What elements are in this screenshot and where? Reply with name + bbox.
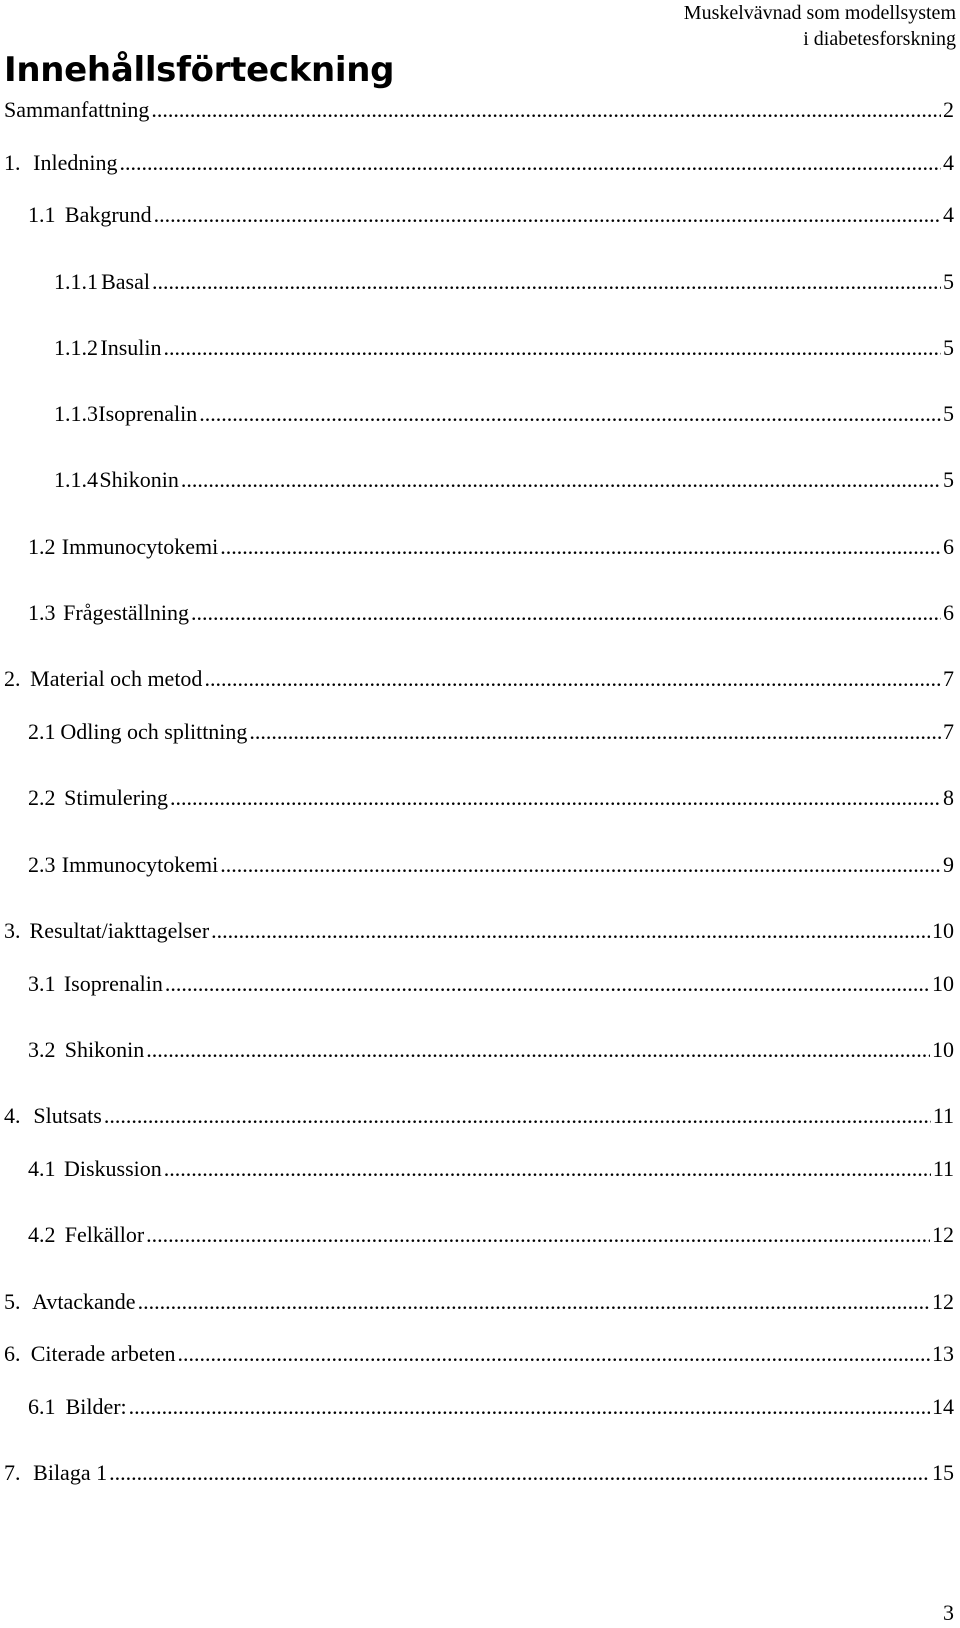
toc-entry-1-1-4[interactable] (54, 465, 954, 495)
toc-entry-number: 4. (4, 1103, 21, 1128)
toc-entry-number: 3. (4, 918, 21, 943)
toc-entry-title: Citerade arbeten (30, 1341, 176, 1366)
toc-dot-leader (165, 969, 930, 999)
toc-entry-title: Shikonin (99, 467, 179, 492)
toc-entry-2-1[interactable] (28, 717, 954, 747)
toc-entry-title: Isoprenalin (63, 971, 163, 996)
toc-entry-title: Inledning (33, 150, 118, 175)
toc-entry-number: 1.1.3 (54, 401, 98, 426)
toc-entry-title: Immunocytokemi (61, 534, 219, 559)
toc-entry-title: Felkällor (64, 1222, 145, 1247)
toc-entry-1[interactable] (4, 148, 954, 178)
toc-dot-leader (109, 1458, 930, 1488)
toc-entry-number: 1.1.2 (54, 335, 98, 360)
toc-entry-title: Avtackande (32, 1289, 136, 1314)
toc-entry-3[interactable] (4, 916, 954, 946)
toc-entry-page: 11 (932, 1156, 954, 1181)
toc-entry-1-2[interactable] (28, 532, 954, 562)
toc-entry-1-1-3[interactable] (54, 399, 954, 429)
toc-entry-title: Basal (101, 269, 150, 294)
toc-entry-title: Shikonin (64, 1037, 145, 1062)
toc-entry-page: 7 (943, 719, 954, 744)
toc-entry-number: 1.1.1 (54, 269, 98, 294)
toc-heading: Innehållsförteckning (4, 50, 395, 90)
running-header-line-1: Muskelvävnad som modellsystem (683, 2, 956, 24)
toc-dot-leader (164, 333, 941, 363)
toc-entry-page: 5 (943, 335, 954, 360)
toc-entry-title: Bakgrund (64, 202, 152, 227)
toc-entry-page: 8 (943, 785, 954, 810)
toc-dot-leader (151, 95, 941, 125)
toc-entry-page: 15 (932, 1460, 954, 1485)
toc-entry-page: 11 (932, 1103, 954, 1128)
toc-entry-number: 3.2 (28, 1037, 56, 1062)
toc-entry-title: Isoprenalin (98, 401, 198, 426)
toc-entry-page: 12 (932, 1289, 954, 1314)
toc-entry-page: 4 (943, 150, 954, 175)
toc-dot-leader (152, 267, 941, 297)
toc-entry-page: 10 (932, 918, 954, 943)
toc-entry-title: Material och metod (30, 666, 203, 691)
toc-dot-leader (220, 850, 941, 880)
toc-dot-leader (211, 916, 930, 946)
toc-dot-leader (146, 1035, 930, 1065)
toc-entry-title: Slutsats (33, 1103, 102, 1128)
toc-entry-page: 14 (932, 1394, 954, 1419)
toc-entry-page: 7 (943, 666, 954, 691)
toc-entry-1-1-1[interactable] (54, 267, 954, 297)
toc-dot-leader (146, 1220, 930, 1250)
toc-entry-5[interactable] (4, 1287, 954, 1317)
toc-dot-leader (191, 598, 941, 628)
toc-entry-3-2[interactable] (28, 1035, 954, 1065)
running-header (684, 0, 956, 52)
toc-entry-page: 12 (932, 1222, 954, 1247)
running-header-line-2: i diabetesforskning (803, 28, 956, 50)
toc-entry-number: 1.2 (28, 534, 56, 559)
toc-entry-number: 1.1.4 (54, 467, 98, 492)
toc-dot-leader (249, 717, 941, 747)
toc-entry-title: Diskussion (63, 1156, 162, 1181)
toc-entry-number: 2.3 (28, 852, 56, 877)
toc-dot-leader (170, 783, 941, 813)
toc-dot-leader (138, 1287, 930, 1317)
toc-entry-page: 6 (943, 534, 954, 559)
toc-entry-title: Bilder: (65, 1394, 127, 1419)
toc-entry-sammanfattning[interactable] (4, 95, 954, 125)
toc-entry-page: 6 (943, 600, 954, 625)
toc-entry-number: 3.1 (28, 971, 56, 996)
toc-entry-page: 2 (943, 97, 954, 122)
toc-dot-leader (120, 148, 942, 178)
toc-entry-page: 13 (932, 1341, 954, 1366)
toc-entry-number: 2.1 (28, 719, 56, 744)
toc-entry-2-3[interactable] (28, 850, 954, 880)
toc-entry-page: 5 (943, 401, 954, 426)
toc-entry-title: Stimulering (64, 785, 169, 810)
toc-dot-leader (164, 1154, 931, 1184)
toc-entry-1-1-2[interactable] (54, 333, 954, 363)
toc-entry-4-2[interactable] (28, 1220, 954, 1250)
toc-entry-number: 7. (4, 1460, 21, 1485)
toc-dot-leader (104, 1101, 931, 1131)
toc-entry-7[interactable] (4, 1458, 954, 1488)
toc-entry-number: 2. (4, 666, 21, 691)
toc-entry-number: 4.1 (28, 1156, 56, 1181)
toc-entry-page: 5 (943, 269, 954, 294)
toc-entry-number: 1.1 (28, 202, 56, 227)
toc-entry-page: 9 (943, 852, 954, 877)
toc-dot-leader (204, 664, 941, 694)
toc-entry-4[interactable] (4, 1101, 954, 1131)
toc-entry-1-1[interactable] (28, 200, 954, 230)
toc-entry-title: Odling och splittning (60, 719, 248, 744)
toc-dot-leader (154, 200, 941, 230)
toc-entry-number: 2.2 (28, 785, 56, 810)
toc-dot-leader (181, 465, 941, 495)
toc-entry-title: Sammanfattning (4, 97, 150, 122)
page-number: 3 (943, 1600, 954, 1625)
toc-entry-6-1[interactable] (28, 1392, 954, 1422)
toc-entry-title: Frågeställning (63, 600, 190, 625)
toc-entry-6[interactable] (4, 1339, 954, 1369)
toc-entry-number: 6.1 (28, 1394, 56, 1419)
toc-entry-number: 1. (4, 150, 21, 175)
toc-entry-title: Resultat/iakttagelser (29, 918, 210, 943)
toc-entry-number: 6. (4, 1341, 21, 1366)
toc-entry-page: 10 (932, 971, 954, 996)
toc-entry-page: 10 (932, 1037, 954, 1062)
toc-entry-title: Immunocytokemi (61, 852, 219, 877)
toc-entry-2[interactable] (4, 664, 954, 694)
toc-entry-page: 4 (943, 202, 954, 227)
toc-entry-title: Bilaga 1 (33, 1460, 108, 1485)
toc-dot-leader (220, 532, 941, 562)
toc-entry-4-1[interactable] (28, 1154, 954, 1184)
toc-entry-page: 5 (943, 467, 954, 492)
toc-entry-title: Insulin (100, 335, 162, 360)
toc-entry-3-1[interactable] (28, 969, 954, 999)
toc-entry-number: 5. (4, 1289, 21, 1314)
toc-entry-number: 1.3 (28, 600, 56, 625)
toc-entry-1-3[interactable] (28, 598, 954, 628)
toc-dot-leader (199, 399, 941, 429)
toc-dot-leader (129, 1392, 930, 1422)
toc-entry-2-2[interactable] (28, 783, 954, 813)
toc-dot-leader (177, 1339, 930, 1369)
toc-entry-number: 4.2 (28, 1222, 56, 1247)
